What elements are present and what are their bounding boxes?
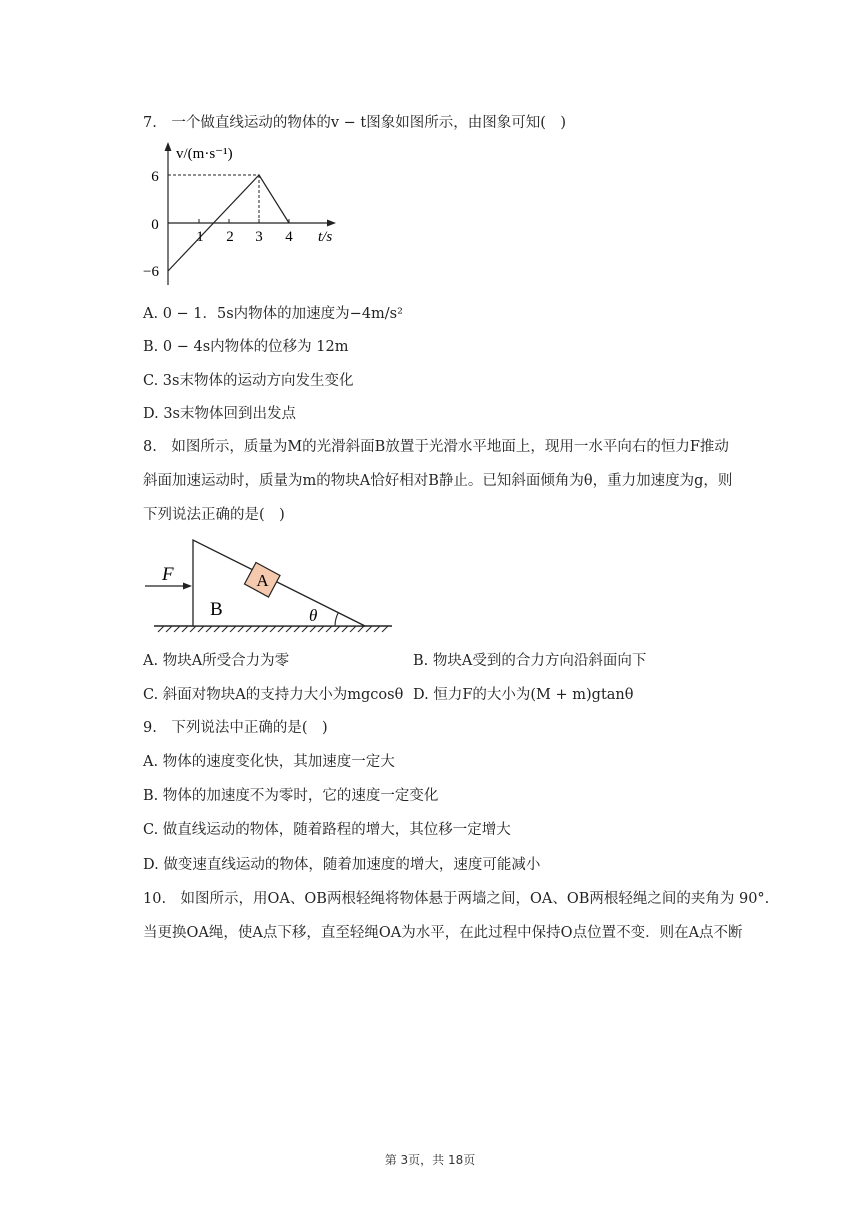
page-footer: 第 3页，共 18页 (384, 1153, 476, 1167)
q9-option-b: B. 物体的加速度不为零时，它的速度一定变化 (143, 788, 439, 804)
q7-option-c: C. 3s末物体的运动方向发生变化 (143, 373, 354, 389)
q10-stem-line-1: 10. 如图所示，用OA、OB两根轻绳将物体悬于两墙之间，OA、OB两根轻绳之间的夹角为 90°. (143, 891, 770, 907)
vt-x-label: t/s (318, 229, 333, 245)
vt-x-tick-4: 4 (285, 229, 293, 245)
vt-y-tick-0: 0 (151, 217, 159, 233)
vt-x-tick-3: 3 (255, 229, 263, 245)
angle-label: θ (309, 606, 318, 625)
force-arrowhead (183, 583, 192, 590)
q8-option-c: C. 斜面对物块A的支持力大小为mgcosθ (143, 687, 404, 703)
q9-stem: 9. 下列说法中正确的是( ) (143, 720, 328, 736)
wedge-label: B (210, 599, 223, 620)
q7-option-a: A. 0 − 1．5s内物体的加速度为−4m/s² (143, 306, 403, 322)
vt-y-arrow (165, 142, 172, 151)
vt-x-tick-1: 1 (196, 229, 204, 245)
q8-stem-line-1: 8. 如图所示，质量为M的光滑斜面B放置于光滑水平地面上，现用一水平向右的恒力F推动 (143, 439, 729, 455)
vt-graph (138, 140, 348, 292)
vt-y-label: v/(m·s⁻¹) (176, 146, 233, 162)
q9-option-a: A. 物体的速度变化快，其加速度一定大 (143, 754, 395, 770)
vt-x-tick-2: 2 (226, 229, 234, 245)
q9-option-c: C. 做直线运动的物体，随着路程的增大，其位移一定增大 (143, 822, 511, 838)
q7-option-b: B. 0 − 4s内物体的位移为 12m (143, 339, 349, 355)
q10-stem-line-2: 当更换OA绳，使A点下移，直至轻绳OA为水平，在此过程中保持O点位置不变．则在A点不断 (143, 925, 743, 941)
vt-x-arrow (327, 220, 336, 227)
q8-option-b: B. 物块A受到的合力方向沿斜面向下 (413, 653, 647, 669)
q7-stem: 7. 一个做直线运动的物体的v − t图象如图所示，由图象可知( ) (143, 115, 567, 131)
vt-y-tick-neg6: −6 (143, 264, 159, 280)
block-a-label: A (256, 571, 269, 590)
ground-hatch (158, 626, 388, 632)
vt-y-tick-6: 6 (151, 169, 159, 185)
force-label: F (162, 564, 174, 585)
q8-stem-line-3: 下列说法正确的是( ) (143, 507, 285, 523)
q8-option-a: A. 物块A所受合力为零 (143, 653, 290, 669)
q8-stem-line-2: 斜面加速运动时，质量为m的物块A恰好相对B静止。已知斜面倾角为θ，重力加速度为g，则 (143, 473, 733, 489)
incline-figure (140, 535, 400, 635)
q8-option-d: D. 恒力F的大小为(M + m)gtanθ (413, 687, 634, 703)
q7-option-d: D. 3s末物体回到出发点 (143, 406, 296, 422)
q9-option-d: D. 做变速直线运动的物体，随着加速度的增大，速度可能减小 (143, 857, 541, 873)
